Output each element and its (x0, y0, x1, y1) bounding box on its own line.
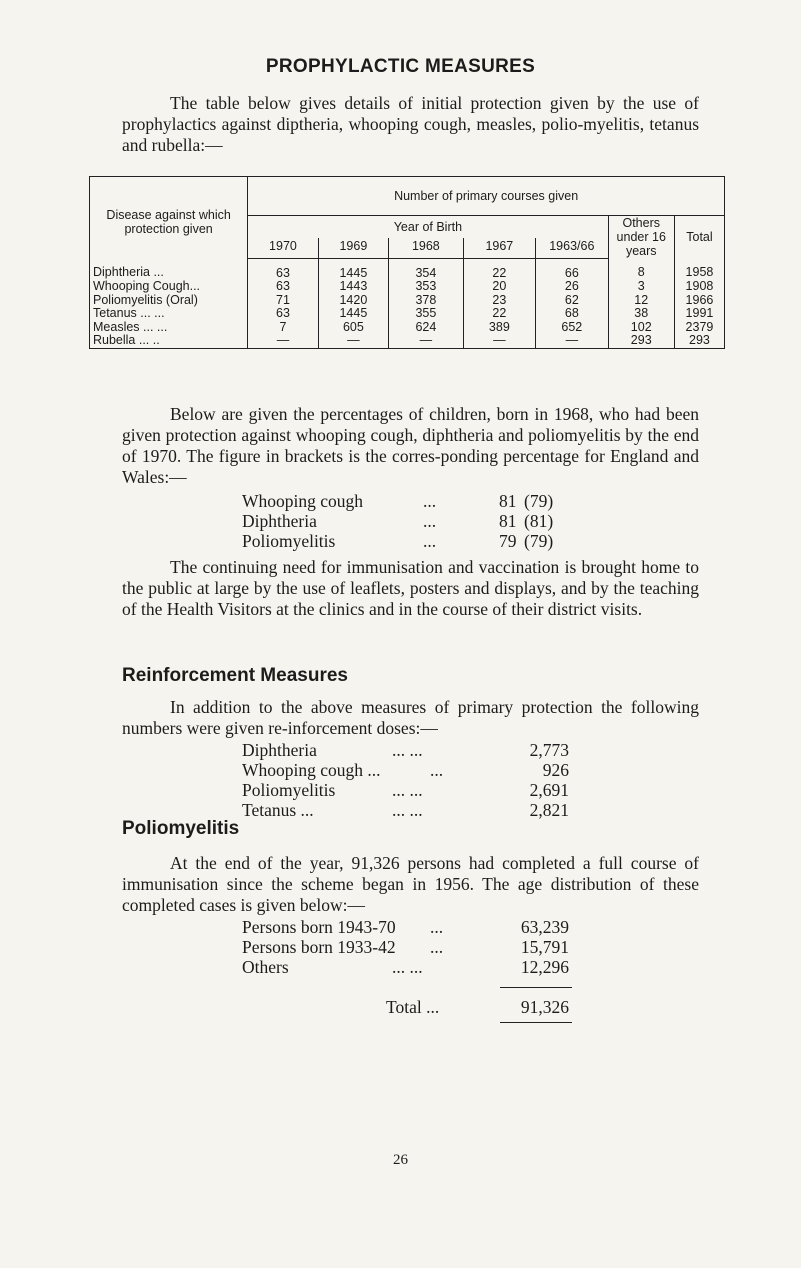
table-cell: 1445 (318, 258, 388, 280)
percentage-list (242, 491, 582, 551)
disease-cell: Whooping Cough... (90, 280, 248, 294)
list-dots: ... (430, 917, 444, 937)
table-cell: 26 (536, 280, 608, 294)
table-cell: — (389, 334, 464, 348)
list-item (242, 917, 582, 937)
table-cell: 389 (463, 321, 535, 335)
table-cell: 353 (389, 280, 464, 294)
list-dots: ... ... (392, 780, 423, 800)
year-header: 1970 (248, 238, 318, 258)
polio-list (242, 917, 582, 977)
list-dots: ... (423, 531, 437, 551)
list-item (242, 740, 582, 760)
list-label: Persons born 1943-70 (242, 917, 396, 937)
list-label: Diphtheria (242, 511, 317, 531)
table-cell: — (463, 334, 535, 348)
list-item (242, 531, 582, 551)
list-value: 63,239 (520, 917, 569, 937)
table-cell: 20 (463, 280, 535, 294)
table-cell: 62 (536, 294, 608, 308)
list-value: 15,791 (520, 937, 569, 957)
continuing-paragraph (122, 557, 699, 620)
group-header: Number of primary courses given (248, 177, 725, 216)
total-rule-bottom (500, 1022, 572, 1023)
table-cell: 293 (608, 334, 674, 348)
list-dots: ... (423, 491, 437, 511)
table-row (90, 321, 725, 335)
list-value: 2,691 (529, 780, 569, 800)
list-label: Diphtheria (242, 740, 317, 760)
polio-total (242, 997, 582, 1017)
table-row (90, 280, 725, 294)
list-value: 2,821 (529, 800, 569, 820)
disease-cell: Measles ... ... (90, 321, 248, 335)
intro-text: The table below gives details of initial protection given by the use of prophylactics against diptheria, whooping cough, measles, polio-myelitis, tetanus and rubella:— (122, 93, 699, 155)
list-dots: ... (423, 511, 437, 531)
table-cell: 1991 (674, 307, 724, 321)
table-cell: 63 (248, 307, 318, 321)
total-value: 91,326 (520, 997, 569, 1017)
table-cell: 354 (389, 258, 464, 280)
table-cell: 3 (608, 280, 674, 294)
list-value: 12,296 (520, 957, 569, 977)
disease-cell: Poliomyelitis (Oral) (90, 294, 248, 308)
total-rule-top (500, 987, 572, 988)
list-label: Poliomyelitis (242, 780, 336, 800)
list-value: 926 (542, 760, 569, 780)
reinforcement-list (242, 740, 582, 820)
table-cell: 378 (389, 294, 464, 308)
table-cell: 1908 (674, 280, 724, 294)
table-cell: 22 (463, 307, 535, 321)
list-dots: ... ... (392, 800, 423, 820)
page-number: 26 (393, 1152, 408, 1168)
table-cell: 68 (536, 307, 608, 321)
list-ew-value: (81) (524, 511, 554, 531)
list-ew-value: (79) (524, 531, 554, 551)
table-cell: 7 (248, 321, 318, 335)
total-header: Total (674, 216, 724, 259)
year-header: 1967 (463, 238, 535, 258)
list-label: Whooping cough (242, 491, 364, 511)
table-cell: 8 (608, 258, 674, 280)
table-cell: 2379 (674, 321, 724, 335)
year-header: 1963/66 (536, 238, 608, 258)
list-value: 81 (499, 511, 517, 531)
disease-header: Disease against which protection given (90, 177, 248, 259)
table-cell: 66 (536, 258, 608, 280)
table-cell: 12 (608, 294, 674, 308)
table-cell: 1420 (318, 294, 388, 308)
table-cell: 22 (463, 258, 535, 280)
table-cell: 624 (389, 321, 464, 335)
poliomyelitis-text: At the end of the year, 91,326 persons had completed a full course of immunisation since the scheme began in 1956. The age distribution of these completed cases is given below:— (122, 853, 699, 915)
table-cell: 355 (389, 307, 464, 321)
table-cell: 605 (318, 321, 388, 335)
table-cell: — (248, 334, 318, 348)
list-dots: ... (430, 760, 444, 780)
list-label: Whooping cough ... (242, 760, 381, 780)
page-title: PROPHYLACTIC MEASURES (265, 56, 536, 77)
intro-paragraph (122, 93, 699, 156)
protection-table (89, 176, 725, 349)
reinforcement-heading: Reinforcement Measures (122, 665, 348, 686)
list-label: Others (242, 957, 289, 977)
list-item (242, 957, 582, 977)
others-header: Others under 16 years (608, 216, 674, 259)
table-cell: 1443 (318, 280, 388, 294)
total-label: Total ... (386, 997, 440, 1017)
table-cell: 293 (674, 334, 724, 348)
table-cell: 23 (463, 294, 535, 308)
list-item (242, 760, 582, 780)
list-value: 79 (499, 531, 517, 551)
list-item (242, 800, 582, 820)
table-cell: 1958 (674, 258, 724, 280)
table-cell: 63 (248, 280, 318, 294)
list-value: 2,773 (529, 740, 569, 760)
disease-cell: Tetanus ... ... (90, 307, 248, 321)
table-cell: 71 (248, 294, 318, 308)
list-ew-value: (79) (524, 491, 554, 511)
list-label: Tetanus ... (242, 800, 314, 820)
continuing-text: The continuing need for immunisation and vaccination is brought home to the public at large by the use of leaflets, posters and displays, and by the teaching of the Health Visitors at the clinics and in the course of their district visits. (122, 557, 699, 619)
table-cell: 652 (536, 321, 608, 335)
table-row (90, 334, 725, 348)
list-label: Persons born 1933-42 (242, 937, 396, 957)
table-cell: 102 (608, 321, 674, 335)
table-row (90, 258, 725, 280)
reinforcement-text: In addition to the above measures of primary protection the following numbers were given re-inforcement doses:— (122, 697, 699, 738)
table-cell: — (536, 334, 608, 348)
table-cell: 38 (608, 307, 674, 321)
table-cell: 63 (248, 258, 318, 280)
table-cell: 1445 (318, 307, 388, 321)
list-item (242, 511, 582, 531)
list-item (242, 780, 582, 800)
list-dots: ... ... (392, 740, 423, 760)
percentage-text: Below are given the percentages of children, born in 1968, who had been given protection against whooping cough, diphtheria and poliomyelitis by the end of 1970. The figure in brackets is the corres-ponding percentage for England and Wales:— (122, 404, 699, 487)
disease-cell: Diphtheria ... (90, 258, 248, 280)
total-row (242, 997, 582, 1017)
year-header: 1968 (389, 238, 464, 258)
table-cell: 1966 (674, 294, 724, 308)
list-dots: ... ... (392, 957, 423, 977)
reinforcement-paragraph (122, 697, 699, 739)
list-item (242, 937, 582, 957)
list-label: Poliomyelitis (242, 531, 336, 551)
list-value: 81 (499, 491, 517, 511)
table-cell: — (318, 334, 388, 348)
poliomyelitis-heading: Poliomyelitis (122, 818, 240, 839)
table-row (90, 294, 725, 308)
table-row (90, 307, 725, 321)
disease-cell: Rubella ... .. (90, 334, 248, 348)
year-of-birth-header: Year of Birth (248, 216, 608, 239)
year-header: 1969 (318, 238, 388, 258)
list-dots: ... (430, 937, 444, 957)
poliomyelitis-paragraph (122, 853, 699, 916)
list-item (242, 491, 582, 511)
percentage-paragraph (122, 404, 699, 488)
